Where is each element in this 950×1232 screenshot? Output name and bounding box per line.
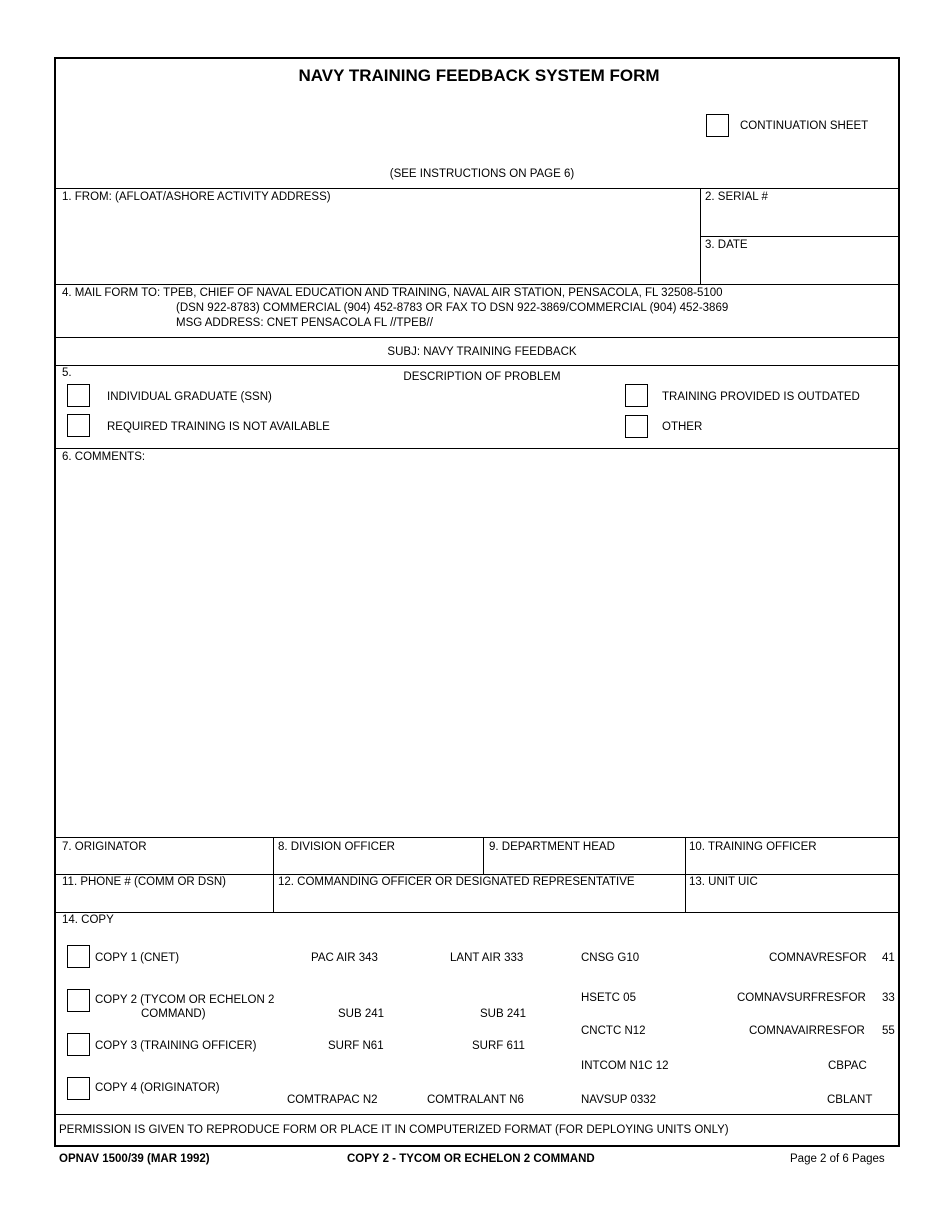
cblant: CBLANT [827, 1094, 873, 1106]
surf-611: SURF 611 [472, 1040, 525, 1052]
block5-number: 5. [62, 367, 72, 379]
comnavresfor: COMNAVRESFOR [769, 952, 867, 964]
sub-241-lant: SUB 241 [480, 1008, 527, 1020]
comtrapac-n2: COMTRAPAC N2 [287, 1094, 378, 1106]
copy4-label: COPY 4 (ORIGINATOR) [95, 1082, 220, 1094]
serial-number-label: 2. SERIAL # [705, 191, 768, 203]
date-label: 3. DATE [705, 239, 748, 251]
cnctc-n12: CNCTC N12 [581, 1025, 646, 1037]
comnavairresfor-code: 55 [882, 1025, 895, 1037]
copy1-checkbox[interactable] [67, 945, 90, 968]
cnsg-g10: CNSG G10 [581, 952, 640, 964]
other-checkbox[interactable] [625, 415, 648, 438]
copy-heading: 14. COPY [62, 914, 114, 926]
training-officer-label: 10. TRAINING OFFICER [689, 841, 817, 853]
copy2-checkbox[interactable] [67, 989, 90, 1012]
continuation-sheet-label: CONTINUATION SHEET [740, 120, 869, 132]
individual-graduate-label: INDIVIDUAL GRADUATE (SSN) [107, 391, 272, 403]
comments-label: 6. COMMENTS: [62, 451, 146, 463]
copy3-checkbox[interactable] [67, 1033, 90, 1056]
copy3-label: COPY 3 (TRAINING OFFICER) [95, 1040, 257, 1052]
from-address-label: 1. FROM: (AFLOAT/ASHORE ACTIVITY ADDRESS) [62, 191, 331, 203]
copy1-label: COPY 1 (CNET) [95, 952, 180, 964]
comtralant-n6: COMTRALANT N6 [427, 1094, 524, 1106]
navsup-0332: NAVSUP 0332 [581, 1094, 657, 1106]
comnavsurfresfor-code: 33 [882, 992, 895, 1004]
comnavairresfor: COMNAVAIRRESFOR [749, 1025, 865, 1037]
intcom-n1c-12: INTCOM N1C 12 [581, 1060, 669, 1072]
copy4-checkbox[interactable] [67, 1077, 90, 1100]
department-head-label: 9. DEPARTMENT HEAD [489, 841, 615, 853]
comnavsurfresfor: COMNAVSURFRESFOR [737, 992, 866, 1004]
page-number: Page 2 of 6 Pages [790, 1153, 885, 1165]
phone-label: 11. PHONE # (COMM OR DSN) [62, 876, 226, 888]
see-instructions-note: (SEE INSTRUCTIONS ON PAGE 6) [389, 168, 575, 180]
lant-air-333: LANT AIR 333 [450, 952, 524, 964]
training-outdated-label: TRAINING PROVIDED IS OUTDATED [662, 391, 860, 403]
problem-description-heading: DESCRIPTION OF PROBLEM [403, 371, 561, 383]
continuation-sheet-checkbox[interactable] [706, 114, 729, 137]
surf-n61: SURF N61 [328, 1040, 384, 1052]
hsetc-05: HSETC 05 [581, 992, 636, 1004]
cbpac: CBPAC [828, 1060, 867, 1072]
sub-241-pac: SUB 241 [338, 1008, 385, 1020]
other-label: OTHER [662, 421, 703, 433]
permission-statement: PERMISSION IS GIVEN TO REPRODUCE FORM OR PLACE IT IN COMPUTERIZED FORMAT (FOR DEPLOYING UNITS ONLY) [59, 1124, 729, 1136]
individual-graduate-checkbox[interactable] [67, 384, 90, 407]
training-not-available-checkbox[interactable] [67, 414, 90, 437]
originator-label: 7. ORIGINATOR [62, 841, 147, 853]
division-officer-label: 8. DIVISION OFFICER [278, 841, 395, 853]
copy2-label-line2: COMMAND) [141, 1008, 206, 1020]
form-number: OPNAV 1500/39 (MAR 1992) [59, 1153, 210, 1165]
copy-designation: COPY 2 - TYCOM OR ECHELON 2 COMMAND [347, 1153, 595, 1165]
mail-to-line1: 4. MAIL FORM TO: TPEB, CHIEF OF NAVAL EDUCATION AND TRAINING, NAVAL AIR STATION, PENSACOLA, FL 32508-5100 [62, 287, 723, 299]
comnavresfor-code: 41 [882, 952, 895, 964]
comments-field[interactable] [56, 449, 900, 837]
form-frame [54, 57, 900, 1147]
subject-line: SUBJ: NAVY TRAINING FEEDBACK [387, 346, 577, 358]
mail-to-line3: MSG ADDRESS: CNET PENSACOLA FL //TPEB// [176, 317, 433, 329]
commanding-officer-label: 12. COMMANDING OFFICER OR DESIGNATED REPRESENTATIVE [278, 876, 635, 888]
training-not-available-label: REQUIRED TRAINING IS NOT AVAILABLE [107, 421, 330, 433]
copy2-label-line1: COPY 2 (TYCOM OR ECHELON 2 [95, 994, 275, 1006]
unit-uic-label: 13. UNIT UIC [689, 876, 758, 888]
mail-to-line2: (DSN 922-8783) COMMERCIAL (904) 452-8783 OR FAX TO DSN 922-3869/COMMERCIAL (904) 452-3869 [176, 302, 729, 314]
pac-air-343: PAC AIR 343 [311, 952, 378, 964]
form-title: NAVY TRAINING FEEDBACK SYSTEM FORM [298, 66, 660, 85]
training-outdated-checkbox[interactable] [625, 384, 648, 407]
